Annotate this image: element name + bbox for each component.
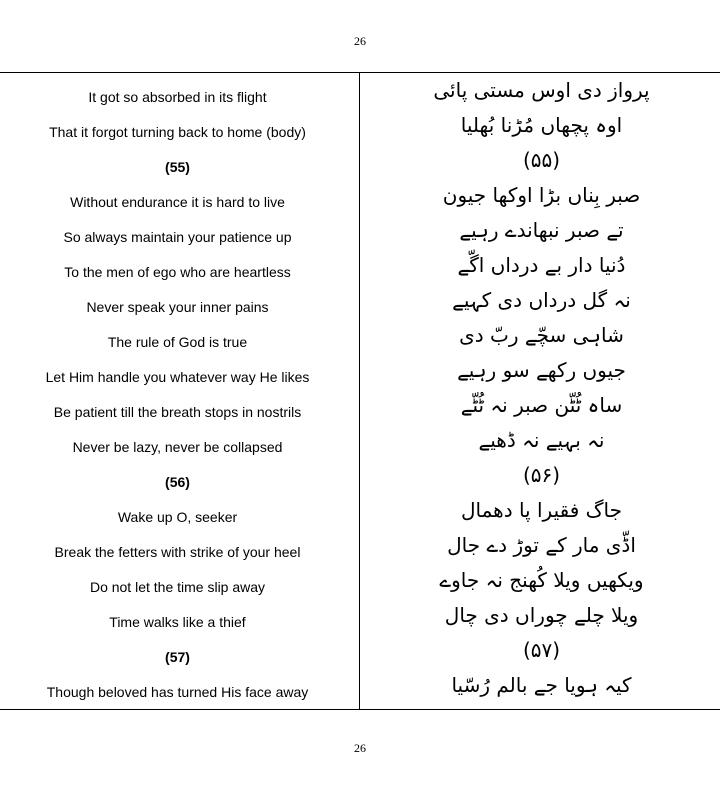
english-line: Time walks like a thief bbox=[109, 614, 246, 630]
english-line: That it forgot turning back to home (body) bbox=[49, 124, 306, 140]
urdu-line: پرواز دی اوس مستی پائی bbox=[433, 78, 650, 102]
urdu-line: کیہ ہویا جے بالم رُسّیا bbox=[451, 673, 632, 697]
urdu-column bbox=[363, 73, 720, 703]
stanza-number-urdu: (۵۵) bbox=[522, 148, 561, 172]
poem-table bbox=[0, 72, 720, 710]
english-line: It got so absorbed in its flight bbox=[88, 89, 267, 105]
stanza-number-urdu: (۵۷) bbox=[522, 638, 561, 662]
english-line: Do not let the time slip away bbox=[89, 579, 266, 595]
page-number-top: 26 bbox=[354, 34, 366, 48]
english-line: Never be lazy, never be collapsed bbox=[72, 439, 283, 455]
urdu-line: شاہی سچّے ربّ دی bbox=[459, 323, 624, 347]
english-column bbox=[0, 80, 355, 710]
urdu-line: نہ گل درداں دی کہیے bbox=[452, 288, 631, 312]
column-divider bbox=[359, 73, 360, 709]
english-line: Though beloved has turned His face away bbox=[46, 684, 309, 700]
urdu-line: ویکھیں ویلا کُھنج نہ جاوے bbox=[439, 568, 644, 592]
english-line: The rule of God is true bbox=[107, 334, 248, 350]
english-line: So always maintain your patience up bbox=[63, 229, 292, 245]
stanza-number-urdu: (۵۶) bbox=[522, 463, 561, 487]
english-line: Let Him handle you whatever way He likes bbox=[45, 369, 310, 385]
urdu-line: اوہ پچھاں مُڑنا بُھلیا bbox=[460, 113, 623, 137]
urdu-line: تے صبر نبھاندے رہیے bbox=[459, 218, 624, 242]
urdu-line: جاگ فقیرا پا دھمال bbox=[460, 498, 623, 522]
urdu-line: اڈّی مار کے توڑ دے جال bbox=[447, 533, 636, 557]
english-line: Wake up O, seeker bbox=[117, 509, 238, 525]
english-line: Break the fetters with strike of your heel bbox=[54, 544, 301, 560]
stanza-number-english: (55) bbox=[165, 159, 190, 175]
urdu-line: ساہ ٹُٹّن صبر نہ ٹُٹّے bbox=[460, 393, 623, 417]
english-line: Without endurance it is hard to live bbox=[70, 194, 285, 210]
english-line: To the men of ego who are heartless bbox=[64, 264, 291, 280]
english-line: Be patient till the breath stops in nostrils bbox=[53, 404, 302, 420]
urdu-line: جیوں رکھے سو رہیے bbox=[457, 358, 626, 382]
urdu-line: ویلا چلے چوراں دی چال bbox=[444, 603, 639, 627]
urdu-line: صبر بِناں بڑا اوکھا جیون bbox=[442, 183, 641, 207]
stanza-number-english: (57) bbox=[165, 649, 190, 665]
stanza-number-english: (56) bbox=[165, 474, 190, 490]
english-line: Never speak your inner pains bbox=[86, 299, 269, 315]
page-number-bottom: 26 bbox=[354, 741, 366, 755]
urdu-line: دُنیا دار بے درداں اگّے bbox=[457, 253, 626, 277]
urdu-line: نہ بہیے نہ ڈھیے bbox=[478, 428, 605, 452]
